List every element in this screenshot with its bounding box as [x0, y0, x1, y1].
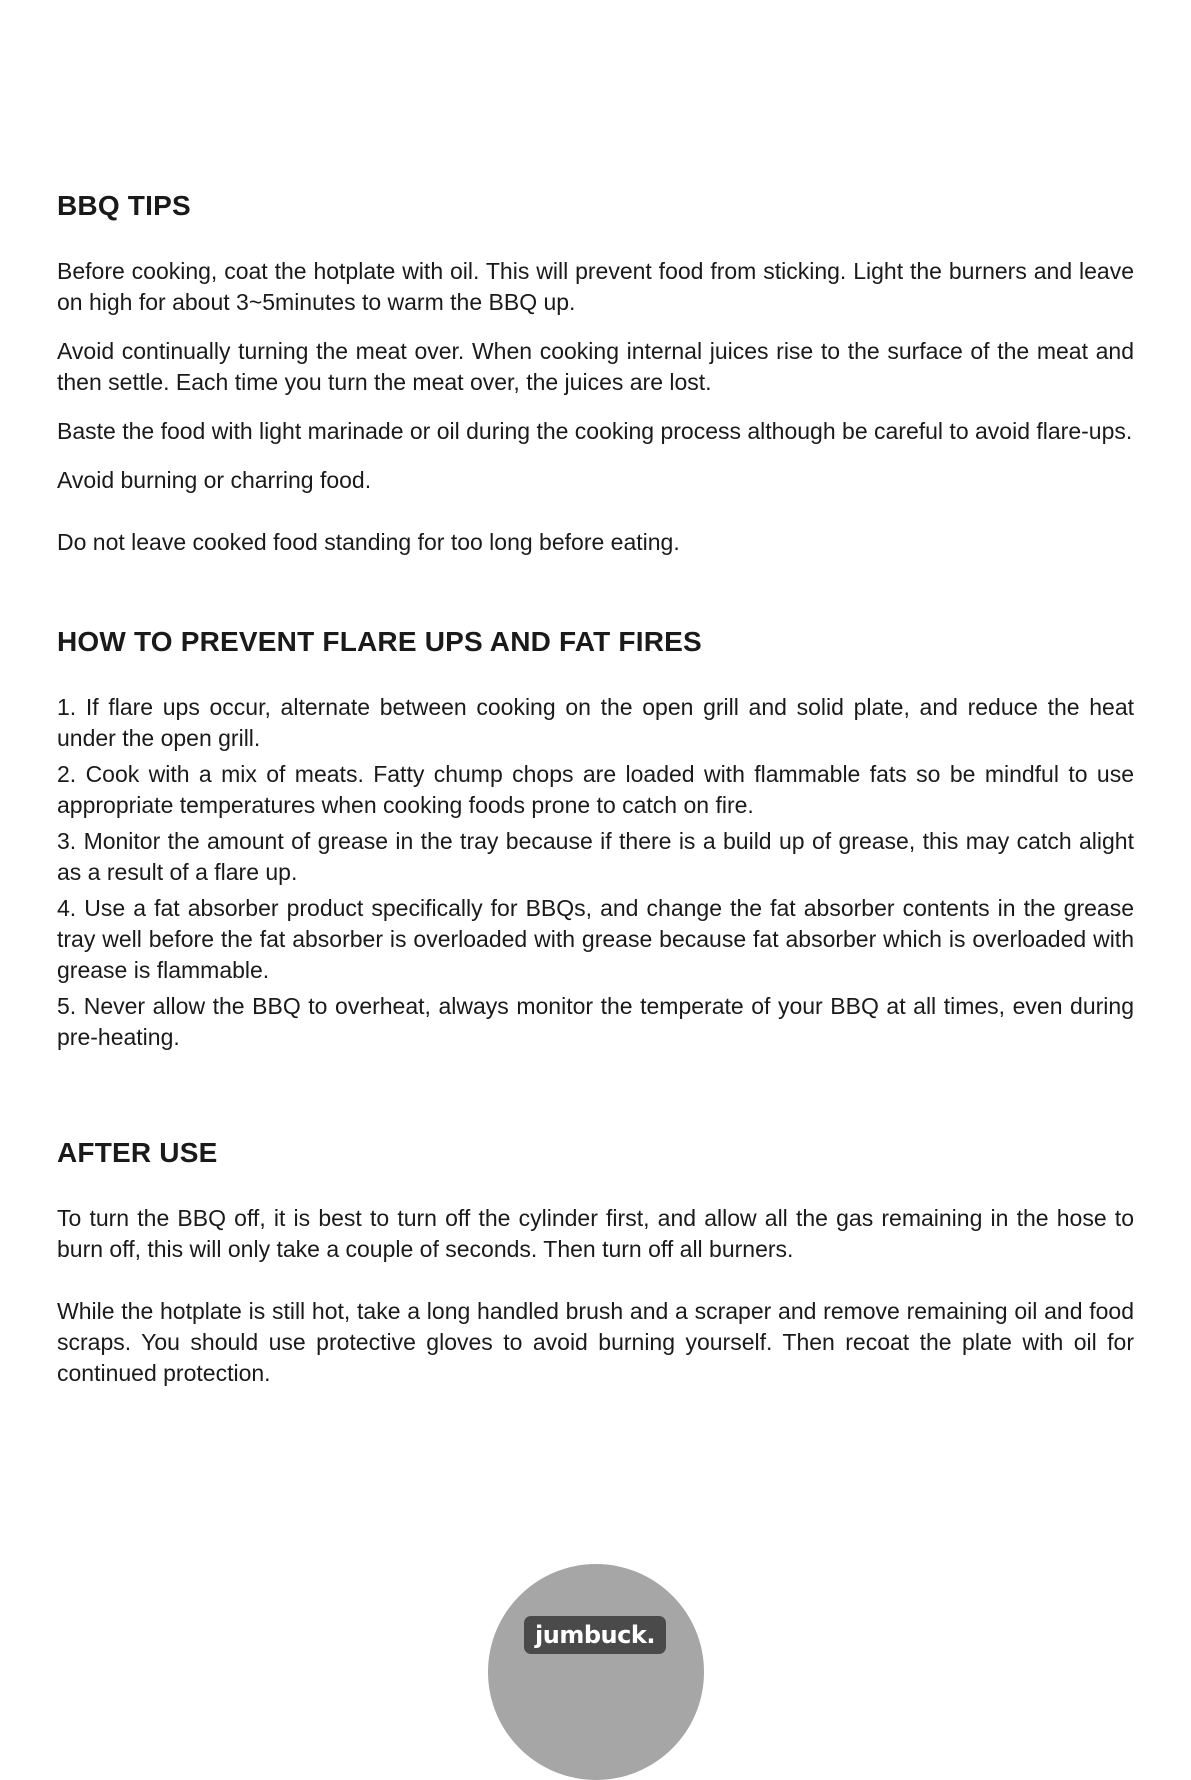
bbq-tip-paragraph: Baste the food with light marinade or oil during the cooking process although be careful to avoid flare-ups.: [57, 418, 1133, 444]
flare-ups-list-item: 5. Never allow the BBQ to overheat, always monitor the temperate of your BBQ at all times, even during pre-heating.: [57, 993, 1134, 1050]
bbq-tip-paragraph: Do not leave cooked food standing for too long before eating.: [57, 529, 680, 555]
footer-circle: [488, 1564, 704, 1780]
bbq-tip-paragraph: Avoid burning or charring food.: [57, 467, 372, 493]
bbq-tip-paragraph: Before cooking, coat the hotplate with oil. This will prevent food from sticking. Light the burners and leave on high for about 3~5minutes to warm the BBQ up.: [57, 258, 1134, 315]
after-use-paragraph: While the hotplate is still hot, take a long handled brush and a scraper and remove remaining oil and food scraps. You should use protective gloves to avoid burning yourself. Then recoat the plate with oil for continued protection.: [57, 1298, 1134, 1386]
flare-ups-list-item: 3. Monitor the amount of grease in the tray because if there is a build up of grease, this may catch alight as a result of a flare up.: [57, 828, 1134, 885]
jumbuck-logo: jumbuck.: [524, 1616, 666, 1654]
bbq-tip-paragraph: Avoid continually turning the meat over. When cooking internal juices rise to the surface of the meat and then settle. Each time you turn the meat over, the juices are lost.: [57, 338, 1134, 395]
flare-ups-list-item: 2. Cook with a mix of meats. Fatty chump chops are loaded with flammable fats so be mindful to use appropriate temperatures when cooking foods prone to catch on fire.: [57, 761, 1134, 818]
after-use-heading: AFTER USE: [57, 1137, 218, 1168]
flare-ups-list-item: 1. If flare ups occur, alternate between cooking on the open grill and solid plate, and reduce the heat under the open grill.: [57, 694, 1134, 751]
after-use-paragraph: To turn the BBQ off, it is best to turn off the cylinder first, and allow all the gas remaining in the hose to burn off, this will only take a couple of seconds. Then turn off all burners.: [57, 1205, 1134, 1262]
bbq-tips-heading: BBQ TIPS: [57, 190, 191, 221]
flare-ups-heading: HOW TO PREVENT FLARE UPS AND FAT FIRES: [57, 626, 702, 657]
flare-ups-list-item: 4. Use a fat absorber product specifically for BBQs, and change the fat absorber contents in the grease tray well before the fat absorber is overloaded with grease because fat absorber which is overloaded with grease is flammable.: [57, 895, 1134, 983]
document-body: [57, 190, 1134, 1389]
